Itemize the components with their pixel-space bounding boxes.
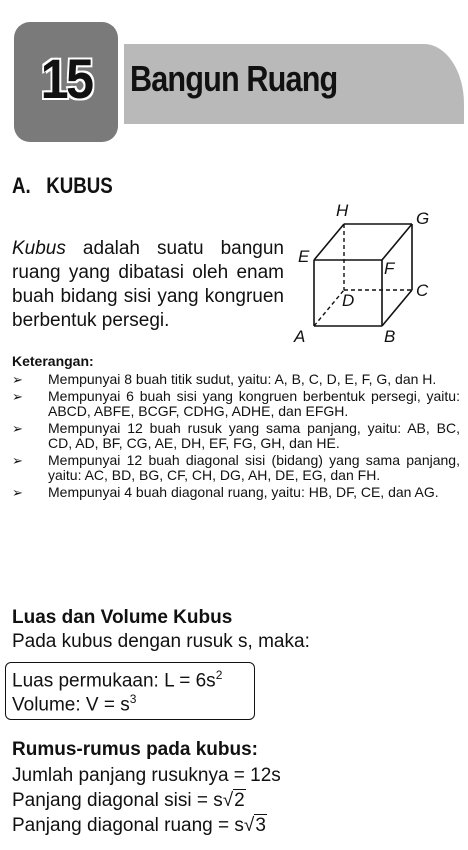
chapter-number: 15 — [40, 47, 92, 110]
sqrt-symbol: √2 — [222, 790, 245, 811]
face-diagonal-formula: Panjang diagonal sisi = s√2 — [12, 790, 245, 811]
edge-FG — [382, 224, 412, 260]
vertex-label-H: H — [336, 201, 349, 220]
edge-BC — [382, 290, 412, 326]
arrow-bullet-icon: ➢ — [12, 372, 23, 387]
list-item: ➢ Mempunyai 12 buah diagonal sisi (bidang) yang sama panjang, yaitu: AC, BD, BG, CF, CH, DG, AH, DE, EG, dan FH. — [12, 451, 460, 483]
edge-total-formula: Jumlah panjang rusuknya = 12s — [12, 765, 281, 786]
vertex-label-D: D — [342, 291, 355, 310]
luas-intro: Pada kubus dengan rusuk s, maka: — [12, 631, 310, 652]
sqrt-symbol: √3 — [243, 815, 266, 836]
vertex-label-F: F — [384, 259, 395, 278]
cube-diagram — [284, 198, 464, 348]
edge-AD — [314, 290, 344, 326]
vertex-label-A: A — [294, 327, 306, 346]
luas-heading: Luas dan Volume Kubus — [12, 607, 233, 628]
vertex-label-G: G — [416, 209, 430, 228]
arrow-bullet-icon: ➢ — [12, 484, 23, 500]
arrow-bullet-icon: ➢ — [12, 388, 23, 404]
space-diagonal-formula: Panjang diagonal ruang = s√3 — [12, 815, 266, 836]
rumus-heading: Rumus-rumus pada kubus: — [12, 739, 258, 760]
edge-EH — [314, 224, 344, 260]
volume-formula: Volume: $V = s^3$ — [12, 692, 137, 716]
intro-paragraph — [12, 237, 284, 333]
notes-heading: Keterangan: — [12, 353, 94, 369]
chapter-title: Bangun Ruang — [130, 58, 338, 99]
vertex-label-E: E — [298, 247, 310, 266]
notes-list — [12, 372, 460, 501]
list-item: ➢ Mempunyai 8 buah titik sudut, yaitu: A, B, C, D, E, F, G, dan H. — [12, 371, 437, 387]
arrow-bullet-icon: ➢ — [12, 420, 23, 436]
list-item: ➢ Mempunyai 4 buah diagonal ruang, yaitu: HB, DF, CE, dan AG. — [12, 483, 439, 500]
intro-text: adalah suatu bangun ruang yang dibatasi oleh enam buah bidang sisi yang kongruen berbentuk persegi. — [12, 238, 284, 331]
surface-area-formula: Luas permukaan: $L = 6s^2$ — [12, 668, 223, 692]
intro-term: Kubus — [12, 238, 66, 259]
section-heading: A. KUBUS — [12, 173, 113, 198]
list-item: ➢ Mempunyai 12 buah rusuk yang sama panjang, yaitu: AB, BC, CD, AD, BF, CG, AE, DH, EF, FG, GH, dan HE. — [12, 419, 460, 451]
vertex-label-B: B — [384, 327, 396, 346]
vertex-label-C: C — [416, 281, 429, 300]
arrow-bullet-icon: ➢ — [12, 452, 23, 468]
list-item: ➢ Mempunyai 6 buah sisi yang kongruen berbentuk persegi, yaitu: ABCD, ABFE, BCGF, CDHG, ADHE, dan EFGH. — [12, 387, 460, 419]
